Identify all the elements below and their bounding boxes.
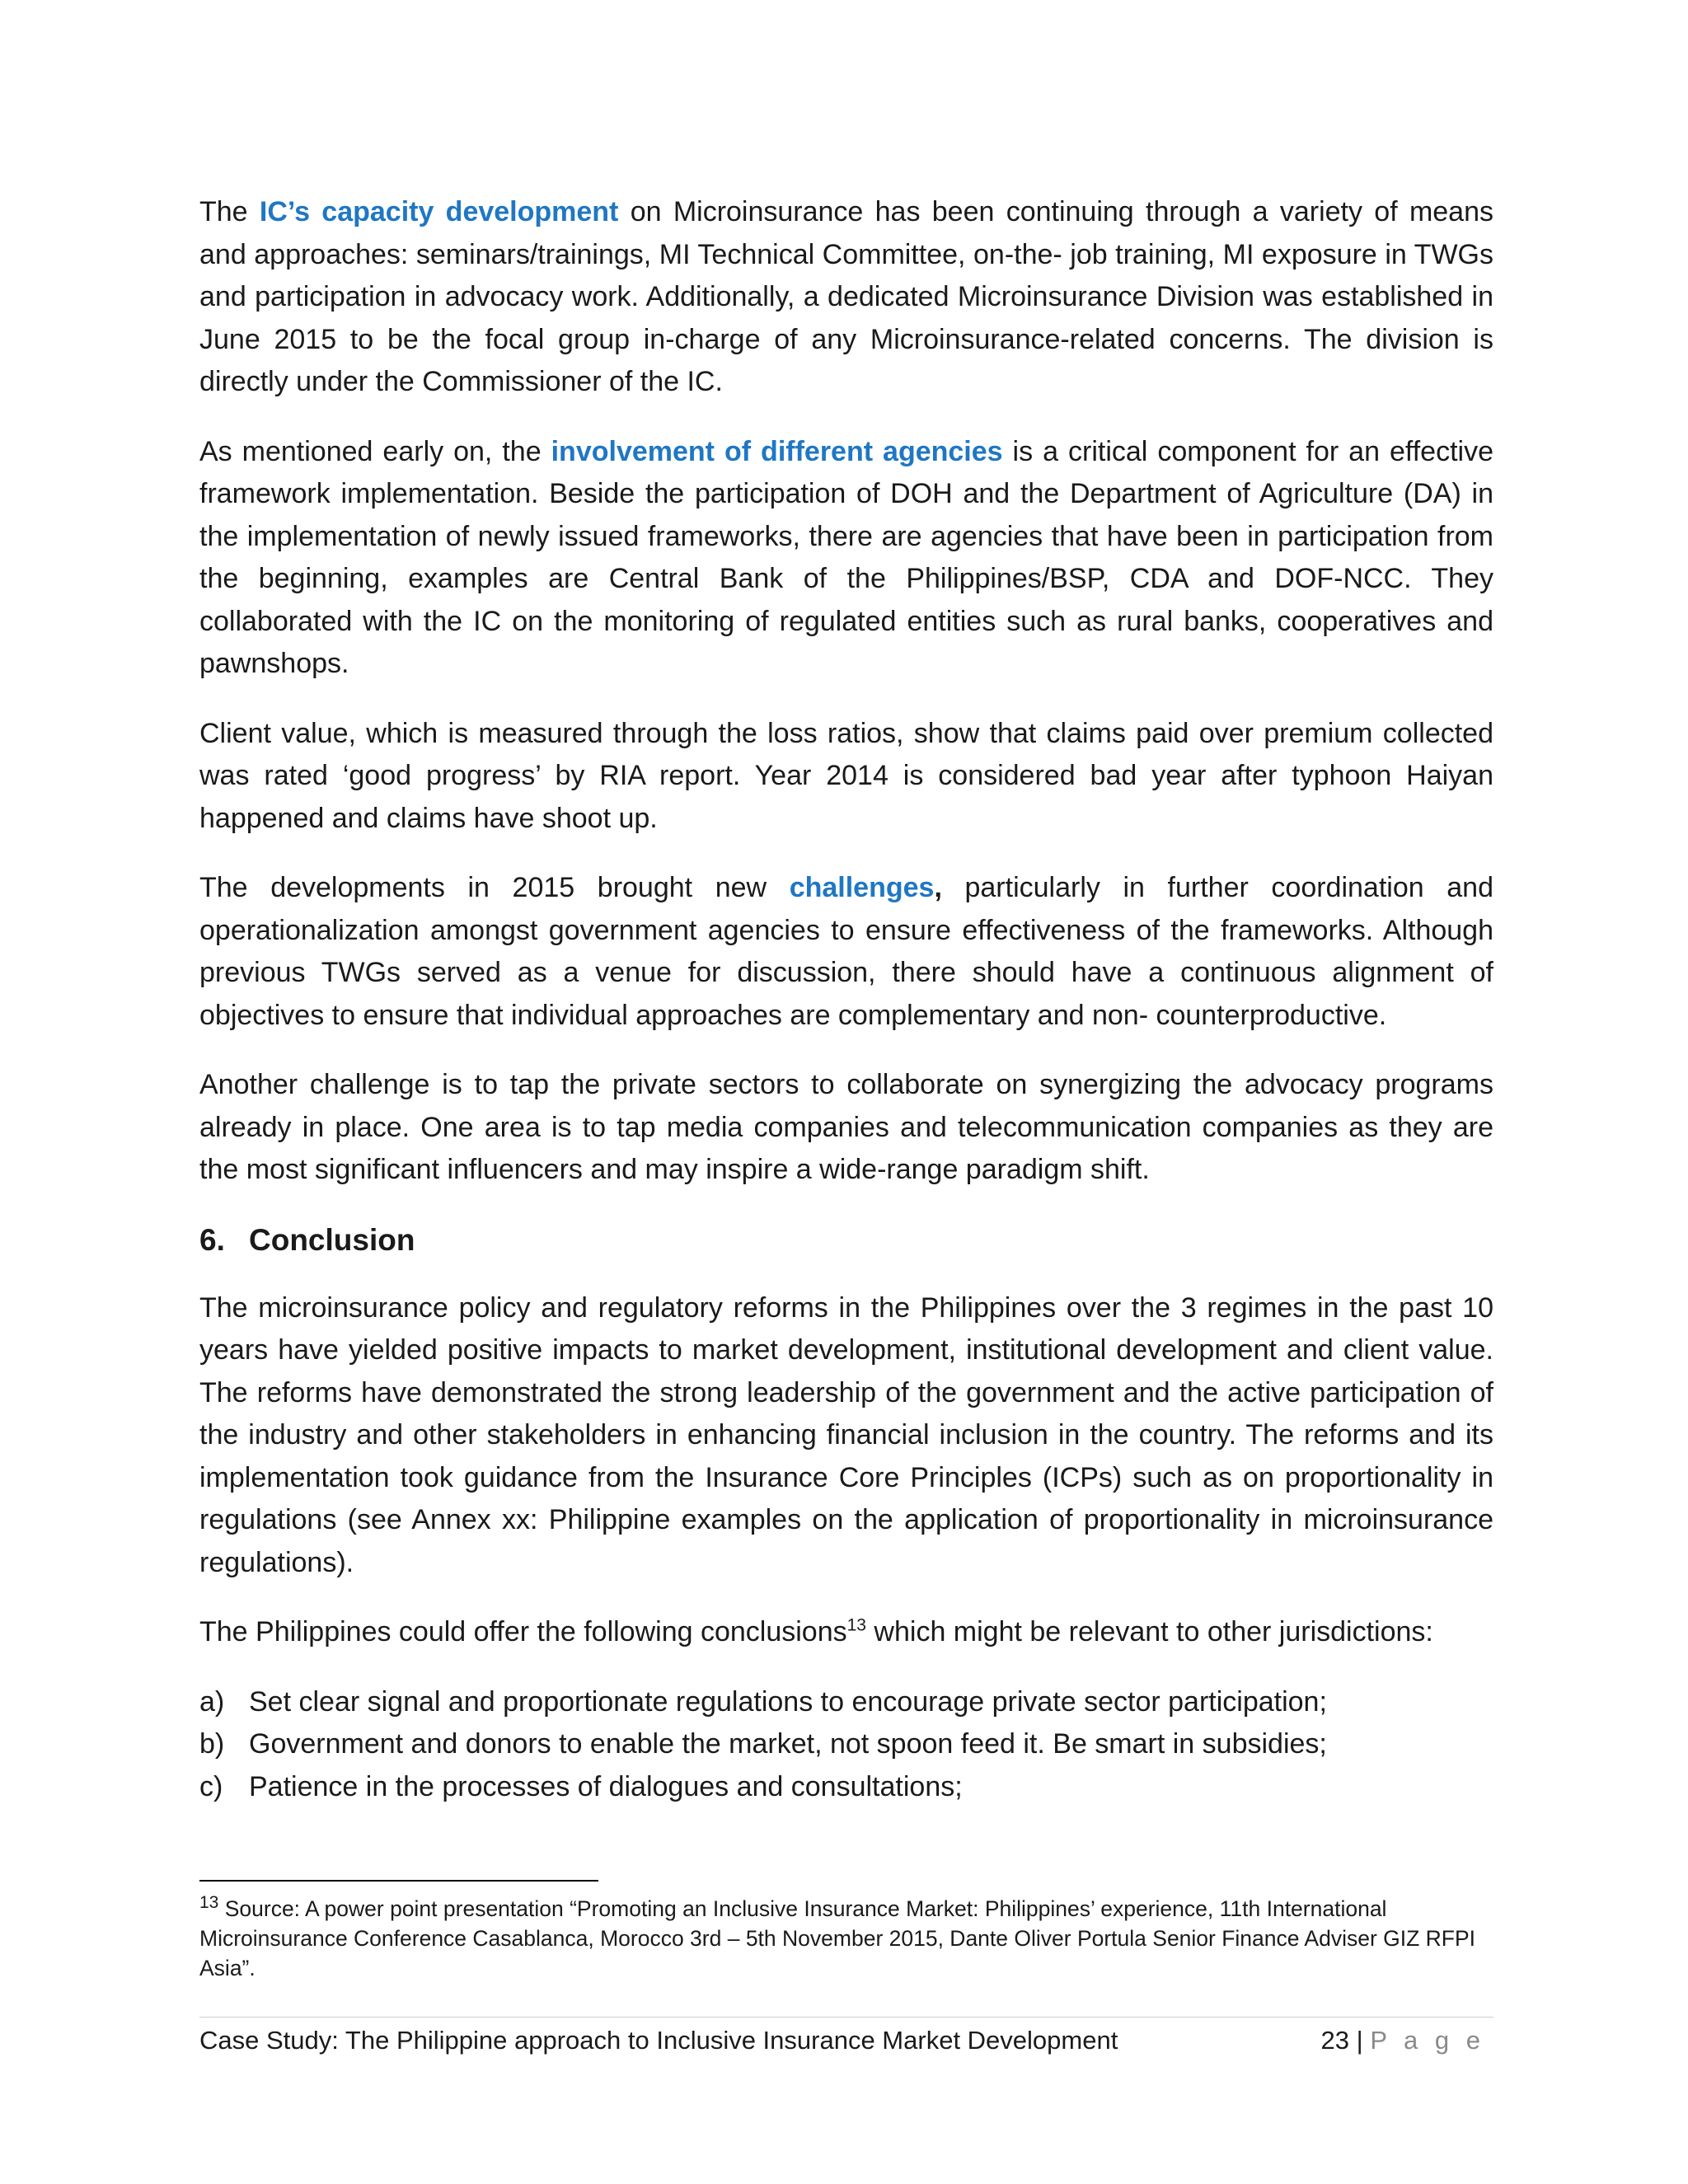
footnote <box>199 1894 1493 1983</box>
footnote-separator <box>199 1880 598 1882</box>
list-item <box>199 1681 1493 1724</box>
list-marker: b) <box>199 1728 225 1760</box>
body-content <box>199 191 1493 1808</box>
text-run: Another challenge is to tap the private sectors to collaborate on synergizing the advocacy programs already in place. One area is to tap media companies and telecommunication companies as they are the most significant influencers and may inspire a wide-range paradigm shift. <box>199 1069 1493 1185</box>
list-marker: c) <box>199 1770 223 1802</box>
list-item <box>199 1723 1493 1766</box>
page-separator: | <box>1349 2026 1371 2055</box>
paragraph-client-value <box>199 713 1493 841</box>
highlight-involvement-agencies: involvement of different agencies <box>551 435 1003 467</box>
bold-comma: , <box>934 872 942 903</box>
conclusions-list <box>199 1681 1493 1809</box>
footer-title: Case Study: The Philippine approach to Inclusive Insurance Market Development <box>199 2026 1118 2055</box>
text-run: The Philippines could offer the following conclusions <box>199 1616 847 1647</box>
footer-separator <box>199 2017 1493 2018</box>
page-number-block <box>1321 2022 1493 2059</box>
page-footer <box>199 2022 1493 2059</box>
list-item <box>199 1766 1493 1809</box>
text-run: on Microinsurance has been continuing through a variety of means and approaches: seminars/trainings, MI Technical Committee, on-the- job training, MI exposure in TWGs and participation in advocacy work. Additionally, a dedicated Microinsurance Division was established in June 2015 to be the focal group in-charge of any Microinsurance-related concerns. The division is directly under the Commissioner of the IC. <box>199 196 1493 397</box>
highlight-capacity-development: IC’s capacity development <box>259 196 619 227</box>
text-run: The developments in 2015 brought new <box>199 872 790 903</box>
text-run: Client value, which is measured through the loss ratios, show that claims paid over premium collected was rated ‘good progress’ by RIA report. Year 2014 is considered bad year after typhoon Haiyan happened and claims have shoot up. <box>199 717 1493 834</box>
paragraph-capacity-development <box>199 191 1493 404</box>
list-item-text: Set clear signal and proportionate regulations to encourage private sector participation; <box>249 1685 1327 1718</box>
footnote-text: Source: A power point presentation “Promoting an Inclusive Insurance Market: Philippines’ experience, 11th International Microinsurance Conference Casablanca, Morocco 3rd – 5th November 2015, Dante Oliver Portula Senior Finance Adviser GIZ RFPI Asia”. <box>199 1896 1476 1980</box>
page-number: 23 <box>1320 2026 1350 2055</box>
list-marker: a) <box>199 1685 225 1718</box>
paragraph-reforms <box>199 1287 1493 1585</box>
list-item-text: Patience in the processes of dialogues and consultations; <box>249 1770 963 1802</box>
section-number: 6. <box>199 1222 225 1257</box>
paragraph-conclusions-intro <box>199 1611 1493 1654</box>
text-run: The microinsurance policy and regulatory reforms in the Philippines over the 3 regimes in the past 10 years have yielded positive impacts to market development, institutional development and client value. The reforms have demonstrated the strong leadership of the government and the active participation of the industry and other stakeholders in enhancing financial inclusion in the country. The reforms and its implementation took guidance from the Insurance Core Principles (ICPs) such as on proportionality in regulations (see Annex xx: Philippine examples on the application of proportionality in microinsurance regulations). <box>199 1291 1493 1578</box>
highlight-challenges: challenges <box>789 872 935 903</box>
text-run: The <box>199 196 260 227</box>
section-heading-conclusion <box>199 1219 1493 1262</box>
text-run: particularly in further coordination and operationalization amongst government agencies to ensure effectiveness of the frameworks. Although previous TWGs served as a venue for discussion, there should have a continuous alignment of objectives to ensure that individual approaches are complementary and non- counterproductive. <box>199 872 1493 1031</box>
paragraph-private-sectors <box>199 1064 1493 1192</box>
paragraph-agencies <box>199 431 1493 686</box>
list-item-text: Government and donors to enable the market, not spoon feed it. Be smart in subsidies; <box>249 1728 1327 1760</box>
section-title: Conclusion <box>249 1222 415 1257</box>
page-word: P a g e <box>1370 2026 1485 2055</box>
text-run: As mentioned early on, the <box>199 435 551 467</box>
footnote-number: 13 <box>199 1893 219 1913</box>
footnote-reference: 13 <box>846 1615 866 1635</box>
text-run: is a critical component for an effective framework implementation. Beside the participation of DOH and the Department of Agriculture (DA) in the implementation of newly issued frameworks, there are agencies that have been in participation from the beginning, examples are Central Bank of the Philippines/BSP, CDA and DOF-NCC. They collaborated with the IC on the monitoring of regulated entities such as rural banks, cooperatives and pawnshops. <box>199 435 1493 679</box>
paragraph-challenges <box>199 867 1493 1037</box>
text-run: which might be relevant to other jurisdictions: <box>865 1616 1433 1647</box>
